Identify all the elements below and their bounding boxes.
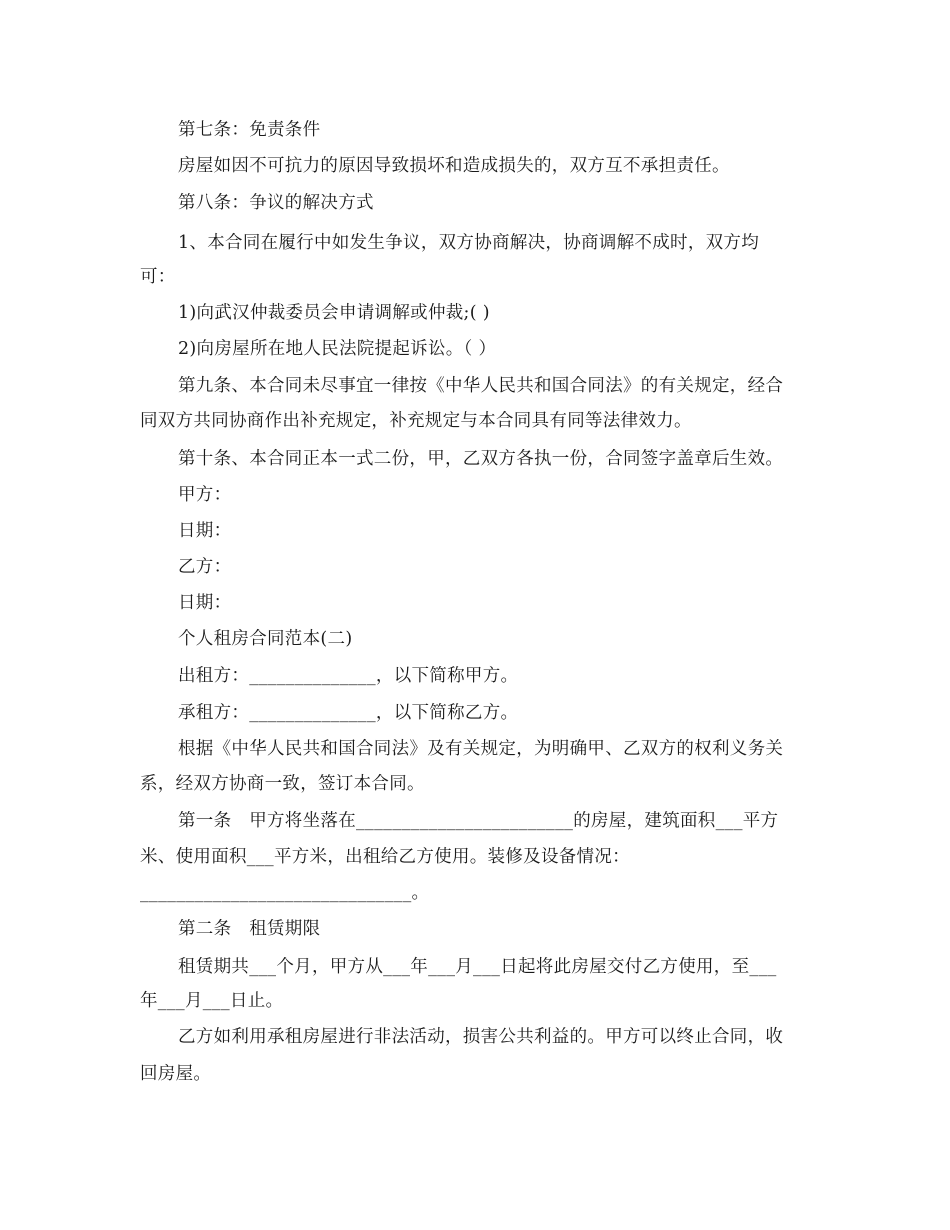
article-9-line-1: 第九条、本合同未尽事宜一律按《中华人民共和国合同法》的有关规定，经合 [178,376,784,396]
article-2-line-2: 年___月___日止。 [140,991,284,1011]
party-b-label: 乙方： [178,557,232,577]
contract-2-title: 个人租房合同范本(二) [178,629,353,649]
article-8-option-1: 1)向武汉仲裁委员会申请调解或仲裁;( ) [178,303,490,323]
lessor-line: 出租方：______________，以下简称甲方。 [178,666,519,686]
article-8-clause-1-line-1: 1、本合同在履行中如发生争议，双方协商解决，协商调解不成时，双方均 [178,233,760,253]
article-8-clause-1-line-2: 可： [140,267,176,287]
article-8-heading: 第八条：争议的解决方式 [178,193,374,213]
article-7-text: 房屋如因不可抗力的原因导致损坏和造成损失的，双方互不承担责任。 [178,156,730,176]
article-8-option-2: 2)向房屋所在地人民法院提起诉讼。（ ） [178,339,497,359]
preamble-line-2: 系，经双方协商一致，签订本合同。 [140,774,425,794]
date-label-a: 日期： [178,521,232,541]
article-9-line-2: 同双方共同协商作出补充规定，补充规定与本合同具有同等法律效力。 [140,411,692,431]
date-label-b: 日期： [178,593,232,613]
article-1-line-2: 米、使用面积___平方米，出租给乙方使用。装修及设备情况： [140,847,630,867]
article-2-line-1: 租赁期共___个月，甲方从___年___月___日起将此房屋交付乙方使用，至___ [178,957,777,977]
article-10-text: 第十条、本合同正本一式二份，甲，乙双方各执一份，合同签字盖章后生效。 [178,449,784,469]
termination-line-1: 乙方如利用承租房屋进行非法活动，损害公共利益的。甲方可以终止合同，收 [178,1027,784,1047]
article-1-line-1: 第一条 甲方将坐落在________________________的房屋，建筑面积___平方 [178,811,779,831]
party-a-label: 甲方： [178,485,232,505]
termination-line-2: 回房屋。 [140,1064,212,1084]
preamble-line-1: 根据《中华人民共和国合同法》及有关规定，为明确甲、乙双方的权利义务关 [178,739,784,759]
article-7-heading: 第七条：免责条件 [178,120,321,140]
lessee-line: 承租方：______________，以下简称乙方。 [178,703,519,723]
article-1-line-3: ______________________________。 [140,883,430,903]
article-2-heading: 第二条 租赁期限 [178,919,321,939]
